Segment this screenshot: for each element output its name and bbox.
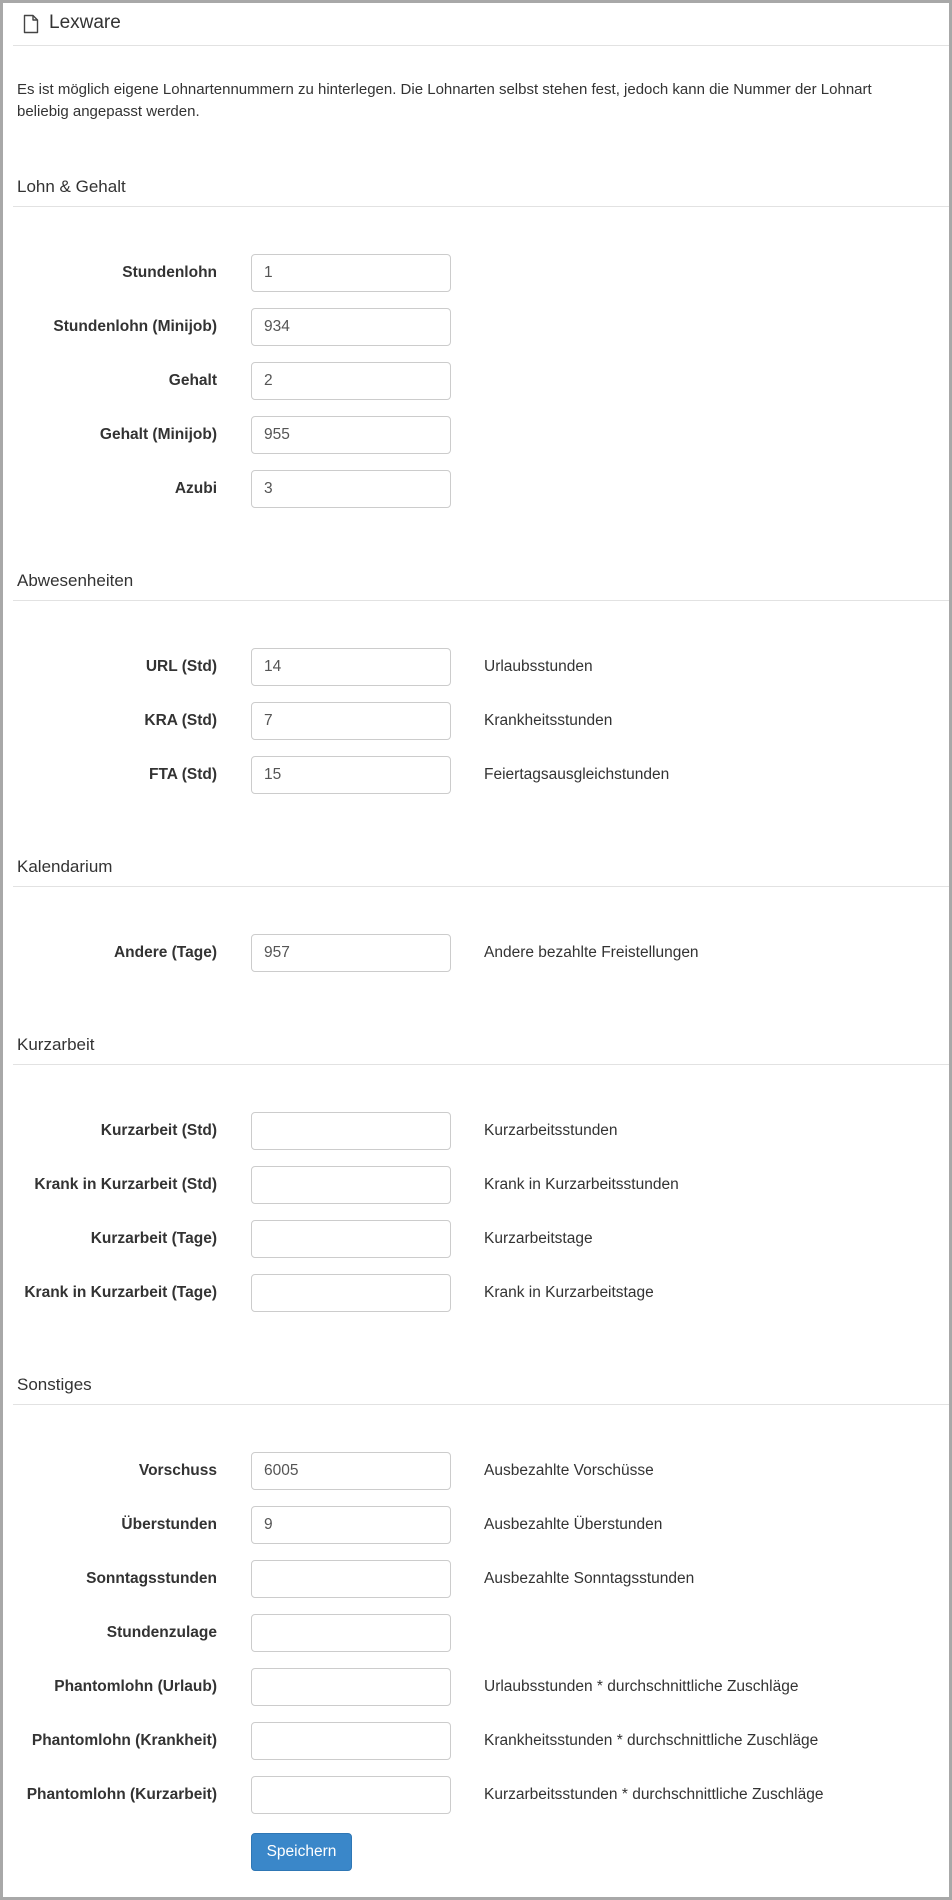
save-button[interactable]: Speichern (251, 1833, 352, 1871)
section-title-lohn-gehalt: Lohn & Gehalt (17, 177, 126, 196)
field-label: Stundenlohn (122, 264, 217, 281)
section-divider (13, 1064, 949, 1065)
form-row-andere-tage (3, 934, 949, 972)
field-label: FTA (Std) (148, 766, 217, 783)
kurzarbeit-std-input[interactable] (251, 1112, 451, 1150)
field-label: Phantomlohn (Kurzarbeit) (26, 1786, 217, 1803)
form-row-ueberstunden (3, 1506, 949, 1544)
phantomlohn-krankheit-input[interactable] (251, 1722, 451, 1760)
field-label: Kurzarbeit (Tage) (90, 1230, 217, 1247)
settings-panel (3, 3, 949, 1897)
field-help: Krank in Kurzarbeitstage (484, 1284, 654, 1301)
field-help: Krankheitsstunden * durchschnittliche Zuschläge (484, 1732, 819, 1749)
form-row-gehalt (3, 362, 949, 400)
field-label: Krank in Kurzarbeit (Tage) (24, 1284, 217, 1301)
sonntagsstunden-input[interactable] (251, 1560, 451, 1598)
kurzarbeit-tage-input[interactable] (251, 1220, 451, 1258)
form-row-fta-std (3, 756, 949, 794)
form-row-vorschuss (3, 1452, 949, 1490)
field-label: Andere (Tage) (113, 944, 217, 961)
field-label: Gehalt (168, 372, 217, 389)
form-row-krank-kurzarbeit-std (3, 1166, 949, 1204)
field-label: Überstunden (121, 1516, 217, 1533)
field-label: Stundenlohn (Minijob) (53, 318, 217, 335)
form-row-phantomlohn-krankheit (3, 1722, 949, 1760)
form-row-phantomlohn-kurzarbeit (3, 1776, 949, 1814)
form-row-stundenlohn (3, 254, 949, 292)
form-row-azubi (3, 470, 949, 508)
field-help: Andere bezahlte Freistellungen (484, 944, 699, 961)
ueberstunden-input[interactable] (251, 1506, 451, 1544)
field-help: Krankheitsstunden (484, 712, 613, 729)
stundenlohn-input[interactable] (251, 254, 451, 292)
form-row-stundenzulage (3, 1614, 949, 1652)
url-std-input[interactable] (251, 648, 451, 686)
section-title-sonstiges: Sonstiges (17, 1375, 92, 1394)
form-row-kurzarbeit-std (3, 1112, 949, 1150)
form-row-phantomlohn-urlaub (3, 1668, 949, 1706)
krank-kurzarbeit-std-input[interactable] (251, 1166, 451, 1204)
page-title: Lexware (49, 12, 121, 33)
azubi-input[interactable] (251, 470, 451, 508)
section-title-kalendarium: Kalendarium (17, 857, 113, 876)
vorschuss-input[interactable] (251, 1452, 451, 1490)
field-label: KRA (Std) (144, 712, 217, 729)
phantomlohn-kurzarbeit-input[interactable] (251, 1776, 451, 1814)
field-help: Kurzarbeitsstunden (484, 1122, 618, 1139)
section-divider (13, 600, 949, 601)
form-row-url-std (3, 648, 949, 686)
field-label: Phantomlohn (Krankheit) (31, 1732, 217, 1749)
field-label: Kurzarbeit (Std) (100, 1122, 217, 1139)
field-help: Ausbezahlte Überstunden (484, 1516, 663, 1533)
field-help: Urlaubsstunden (484, 658, 593, 675)
form-row-kra-std (3, 702, 949, 740)
panel-header (13, 3, 949, 46)
field-label: Sonntagsstunden (86, 1570, 217, 1587)
field-label: Phantomlohn (Urlaub) (54, 1678, 217, 1695)
field-label: Azubi (174, 480, 217, 497)
field-label: Vorschuss (138, 1462, 217, 1479)
field-help: Ausbezahlte Vorschüsse (484, 1462, 654, 1479)
field-help: Kurzarbeitstage (484, 1230, 593, 1247)
section-divider (13, 1404, 949, 1405)
field-help: Kurzarbeitsstunden * durchschnittliche Zuschläge (484, 1786, 824, 1803)
section-divider (13, 206, 949, 207)
form-row-kurzarbeit-tage (3, 1220, 949, 1258)
gehalt-input[interactable] (251, 362, 451, 400)
field-help: Urlaubsstunden * durchschnittliche Zuschläge (484, 1678, 799, 1695)
form-row-stundenlohn-minijob (3, 308, 949, 346)
andere-tage-input[interactable] (251, 934, 451, 972)
field-help: Feiertagsausgleichstunden (484, 766, 670, 783)
gehalt-minijob-input[interactable] (251, 416, 451, 454)
file-icon (23, 14, 39, 34)
section-divider (13, 886, 949, 887)
intro-text: Es ist möglich eigene Lohnartennummern zu hinterlegen. Die Lohnarten selbst stehen fest, jedoch kann die Nummer der Lohnart beliebig angepasst werden. (17, 81, 872, 120)
form-row-sonntagsstunden (3, 1560, 949, 1598)
field-label: URL (Std) (145, 658, 217, 675)
stundenlohn-minijob-input[interactable] (251, 308, 451, 346)
form-row-gehalt-minijob (3, 416, 949, 454)
phantomlohn-urlaub-input[interactable] (251, 1668, 451, 1706)
section-title-abwesenheiten: Abwesenheiten (17, 571, 134, 590)
field-help: Krank in Kurzarbeitsstunden (484, 1176, 679, 1193)
field-label: Krank in Kurzarbeit (Std) (34, 1176, 217, 1193)
field-label: Gehalt (Minijob) (99, 426, 217, 443)
stundenzulage-input[interactable] (251, 1614, 451, 1652)
krank-kurzarbeit-tage-input[interactable] (251, 1274, 451, 1312)
fta-std-input[interactable] (251, 756, 451, 794)
form-row-krank-kurzarbeit-tage (3, 1274, 949, 1312)
section-title-kurzarbeit: Kurzarbeit (17, 1035, 95, 1054)
field-help: Ausbezahlte Sonntagsstunden (484, 1570, 695, 1587)
kra-std-input[interactable] (251, 702, 451, 740)
field-label: Stundenzulage (106, 1624, 217, 1641)
